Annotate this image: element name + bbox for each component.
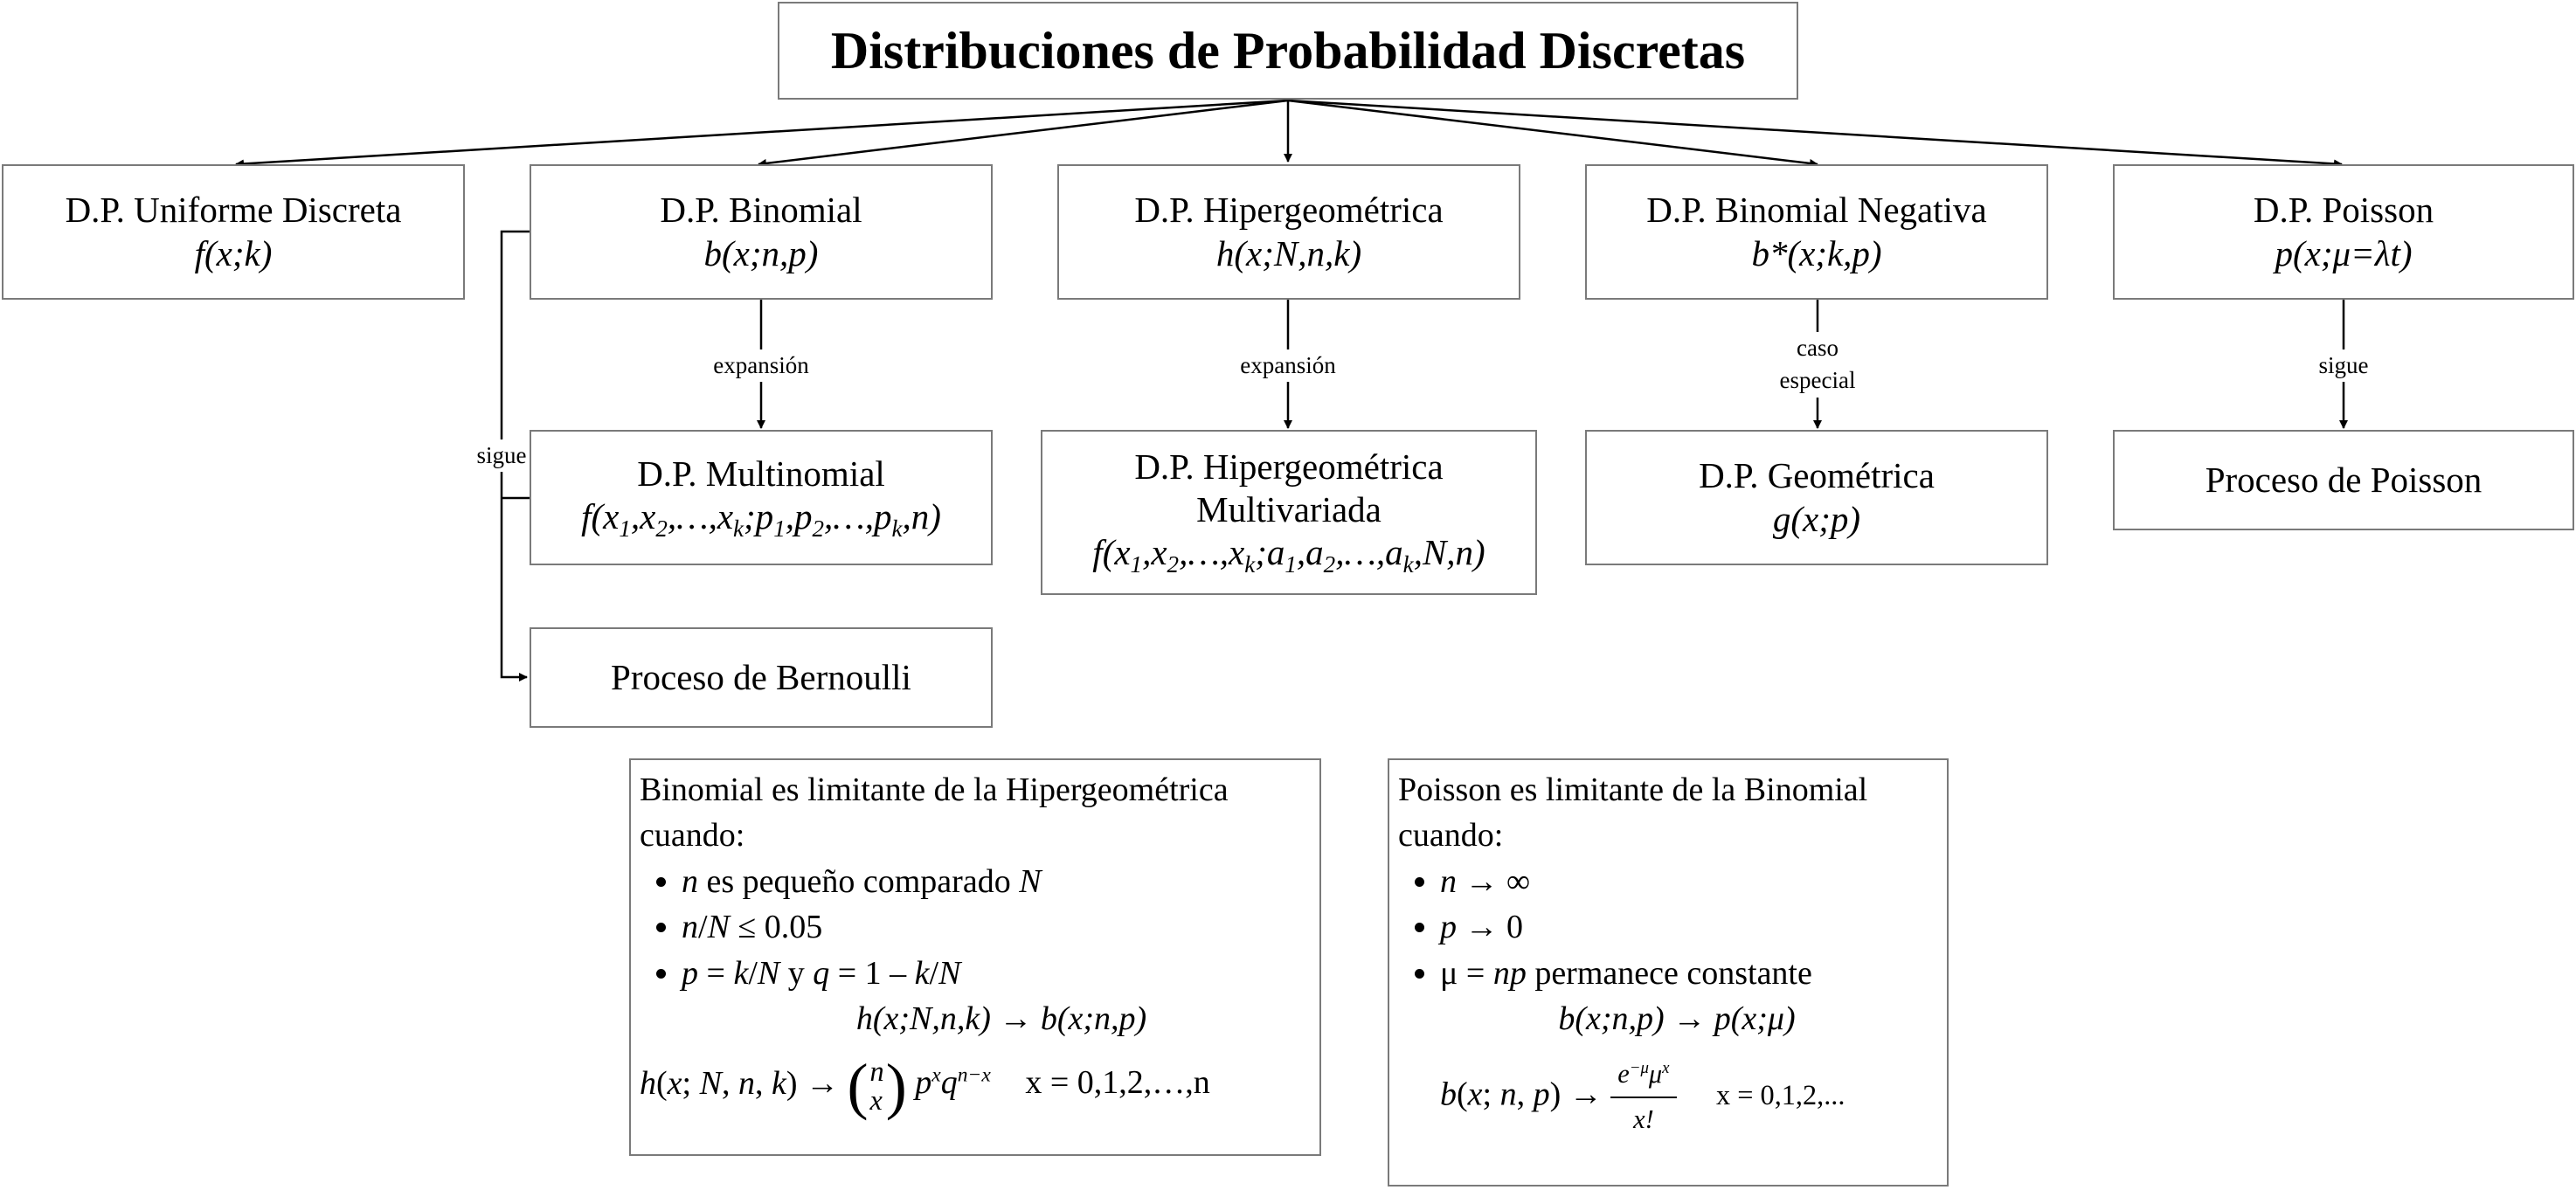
note-hiper-limit: h(x;N,n,k) → b(x;n,p) [855, 1000, 1147, 1038]
node-hiper-multi-line1: D.P. Hipergeométrica [1134, 446, 1444, 487]
note-poisson-heading: Poisson es limitante de la Binomial cuando: [1398, 771, 1868, 854]
node-hipergeometrica [1057, 164, 1520, 300]
node-proceso-poisson-name: Proceso de Poisson [2205, 459, 2483, 500]
node-geometrica-name: D.P. Geométrica [1699, 455, 1935, 496]
note-poisson-bullet: • μ = np permanece constante [1440, 951, 1938, 996]
label-expansion-hiper: expansión [1218, 349, 1358, 382]
node-poisson-args: (x;μ=λt) [2292, 232, 2413, 273]
title-box [778, 2, 1798, 100]
node-uniforme [2, 164, 465, 300]
edge-title-binomial [758, 100, 1288, 164]
node-multinomial-name: D.P. Multinomial [637, 453, 885, 494]
note-poisson-limit [1388, 758, 1949, 1187]
note-hiper-heading: Binomial es limitante de la Hipergeométrica cuando: [640, 771, 1229, 854]
node-binneg-name: D.P. Binomial Negativa [1646, 190, 1987, 231]
node-binomial-negativa [1585, 164, 2048, 300]
label-especial: especial [1779, 367, 1856, 394]
note-poisson-limit-eq: b(x;n,p) → p(x;μ) [1558, 1000, 1796, 1038]
node-hiper-name: D.P. Hipergeométrica [1134, 190, 1444, 231]
node-hiper-multivariada [1041, 430, 1537, 595]
label-expansion-binomial: expansión [691, 349, 831, 382]
node-binomial-name: D.P. Binomial [660, 190, 862, 231]
note-hiper-bullet: • n es pequeño comparado N [682, 859, 1311, 904]
note-hiper-bullet: • n/N ≤ 0.05 [682, 904, 1311, 950]
note-hiper-formula: h(x; N, n, k) → ( n x ) $p^xq^{n-x}$ x = 0,1,2,…,n [640, 1050, 1210, 1121]
node-bernoulli [530, 627, 993, 728]
node-multinomial-formula: $f(x_1,x_2,\dots,x_k;p_1,p_2,\dots,p_k,n)$ [581, 495, 941, 542]
label-sigue-bernoulli: sigue [465, 439, 538, 472]
note-poisson-range: x = 0,1,2,... [1716, 1079, 1845, 1111]
page-title: Distribuciones de Probabilidad Discretas [830, 22, 1746, 80]
node-poisson [2113, 164, 2574, 300]
node-proceso-poisson [2113, 430, 2574, 530]
node-hiper-fn: h [1215, 232, 1235, 273]
node-binneg-args: (x;k,p) [1787, 232, 1882, 273]
note-poisson-bullet: • n → ∞ [1440, 859, 1938, 904]
node-poisson-fn: p [2275, 232, 2293, 273]
node-binomial-args: (x;n,p) [722, 232, 819, 273]
note-hiper-range: x = 0,1,2,…,n [1025, 1064, 1210, 1102]
node-binneg-fn: b* [1751, 232, 1788, 273]
node-multinomial [530, 430, 993, 565]
note-hiper-bullet: • p = k/N y q = 1 – k/N [682, 951, 1311, 996]
label-sigue-poisson: sigue [2300, 349, 2387, 382]
node-hiper-multi-formula: $f(x_1,x_2,\dots,x_k;a_1,a_2,\dots,a_k,N,n)$ [1092, 532, 1485, 578]
node-uniforme-name: D.P. Uniforme Discreta [65, 190, 402, 231]
node-poisson-name: D.P. Poisson [2253, 190, 2434, 231]
edge-title-binneg [1288, 100, 1818, 164]
node-geometrica-fn: g [1772, 498, 1791, 539]
node-hiper-multi-line2: Multivariada [1196, 489, 1381, 530]
note-poisson-bullet: • p → 0 [1440, 904, 1938, 950]
node-binomial [530, 164, 993, 300]
node-hiper-args: (x;N,n,k) [1234, 232, 1362, 273]
node-uniforme-args: (x;k) [204, 232, 273, 273]
note-poisson-formula: b(x; n, p) → $\frac{e^{-\mu}\mu^x}{x!}$ x = 0,1,2,... [1398, 1056, 1938, 1138]
label-caso: caso [1797, 335, 1839, 361]
node-geometrica [1585, 430, 2048, 565]
edge-title-uniforme [236, 100, 1288, 164]
node-binomial-fn: b [703, 232, 723, 273]
node-geometrica-args: (x;p) [1790, 498, 1861, 539]
node-bernoulli-name: Proceso de Bernoulli [611, 656, 911, 697]
note-binomial-limit [629, 758, 1321, 1156]
node-uniforme-fn: f [194, 232, 205, 273]
edge-title-poisson [1288, 100, 2342, 164]
label-caso-especial [1756, 332, 1879, 398]
